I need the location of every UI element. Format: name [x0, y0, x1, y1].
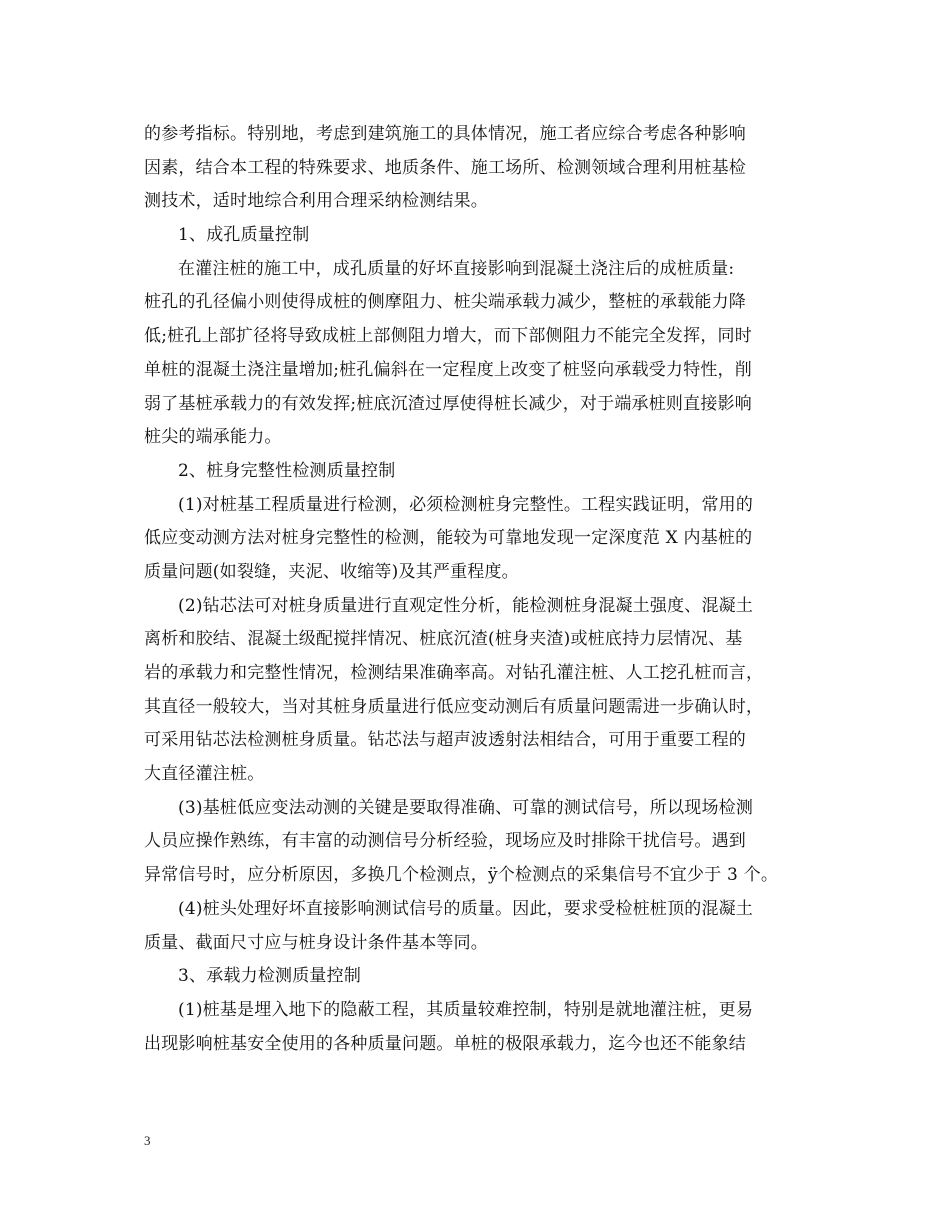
- text-line: 岩的承载力和完整性情况，检测结果准确率高。对钻孔灌注桩、人工挖孔桩而言，: [144, 663, 764, 683]
- text-line: 质量问题(如裂缝，夹泥、收缩等)及其严重程度。: [144, 561, 519, 582]
- text-line: 其直径一般较大，当对其桩身质量进行低应变动测后有质量问题需进一步确认时，: [144, 696, 764, 717]
- text-line: (1)对桩基工程质量进行检测，必须检测桩身完整性。工程实践证明，常用的: [178, 494, 754, 515]
- text-line: 3、承载力检测质量控制: [178, 966, 362, 987]
- text-line: 大直径灌注桩。: [144, 764, 265, 785]
- text-line: 弱了基桩承载力的有效发挥;桩底沉渣过厚使得桩长减少，对于端承桩则直接影响: [144, 393, 752, 414]
- page-number: 3: [144, 1133, 151, 1148]
- text-line: (2)钻芯法可对桩身质量进行直观定性分析，能检测桩身混凝土强度、混凝土: [178, 595, 754, 616]
- text-line: 桩孔的孔径偏小则使得成桩的侧摩阻力、桩尖端承载力减少，整桩的承载能力降: [144, 292, 746, 313]
- text-line: 低应变动测方法对桩身完整性的检测，能较为可靠地发现一定深度范 X 内基桩的: [144, 528, 753, 549]
- text-line: (3)基桩低应变法动测的关键是要取得准确、可靠的测试信号，所以现场检测: [178, 797, 754, 818]
- text-line: 桩尖的端承能力。: [144, 427, 282, 448]
- text-line: 单桩的混凝土浇注量增加;桩孔偏斜在一定程度上改变了桩竖向承载受力特性，削: [144, 359, 752, 380]
- text-line: 低;桩孔上部扩径将导致成桩上部侧阻力增大，而下部侧阻力不能完全发挥，同时: [144, 326, 752, 347]
- document-body: [144, 118, 824, 1061]
- text-line: (4)桩头处理好坏直接影响测试信号的质量。因此，要求受检桩桩顶的混凝土: [178, 898, 754, 919]
- text-line: 离析和胶结、混凝土级配搅拌情况、桩底沉渣(桩身夹渣)或桩底持力层情况、基: [144, 629, 743, 650]
- text-line: (1)桩基是埋入地下的隐蔽工程，其质量较难控制，特别是就地灌注桩，更易: [178, 999, 754, 1020]
- text-line: 异常信号时，应分析原因，多换几个检测点，ÿ个检测点的采集信号不宜少于 3 个。: [144, 865, 779, 886]
- text-line: 2、桩身完整性检测质量控制: [178, 460, 396, 481]
- text-line: 人员应操作熟练，有丰富的动测信号分析经验，现场应及时排除干扰信号。遇到: [144, 831, 746, 852]
- text-line: 质量、截面尺寸应与桩身设计条件基本等同。: [144, 932, 488, 953]
- text-line: 的参考指标。特别地，考虑到建筑施工的具体情况，施工者应综合考虑各种影响: [144, 124, 746, 144]
- text-line: 因素，结合本工程的特殊要求、地质条件、施工场所、检测领域合理利用桩基检: [144, 157, 746, 178]
- text-line: 在灌注桩的施工中，成孔质量的好坏直接影响到混凝土浇注后的成桩质量:: [178, 258, 735, 279]
- text-line: 1、成孔质量控制: [178, 225, 310, 246]
- text-line: 可采用钻芯法检测桩身质量。钻芯法与超声波透射法相结合，可用于重要工程的: [144, 730, 746, 751]
- text-line: 出现影响桩基安全使用的各种质量问题。单桩的极限承载力，迄今也还不能象结: [144, 1033, 746, 1054]
- text-line: 测技术，适时地综合利用合理采纳检测结果。: [144, 191, 488, 212]
